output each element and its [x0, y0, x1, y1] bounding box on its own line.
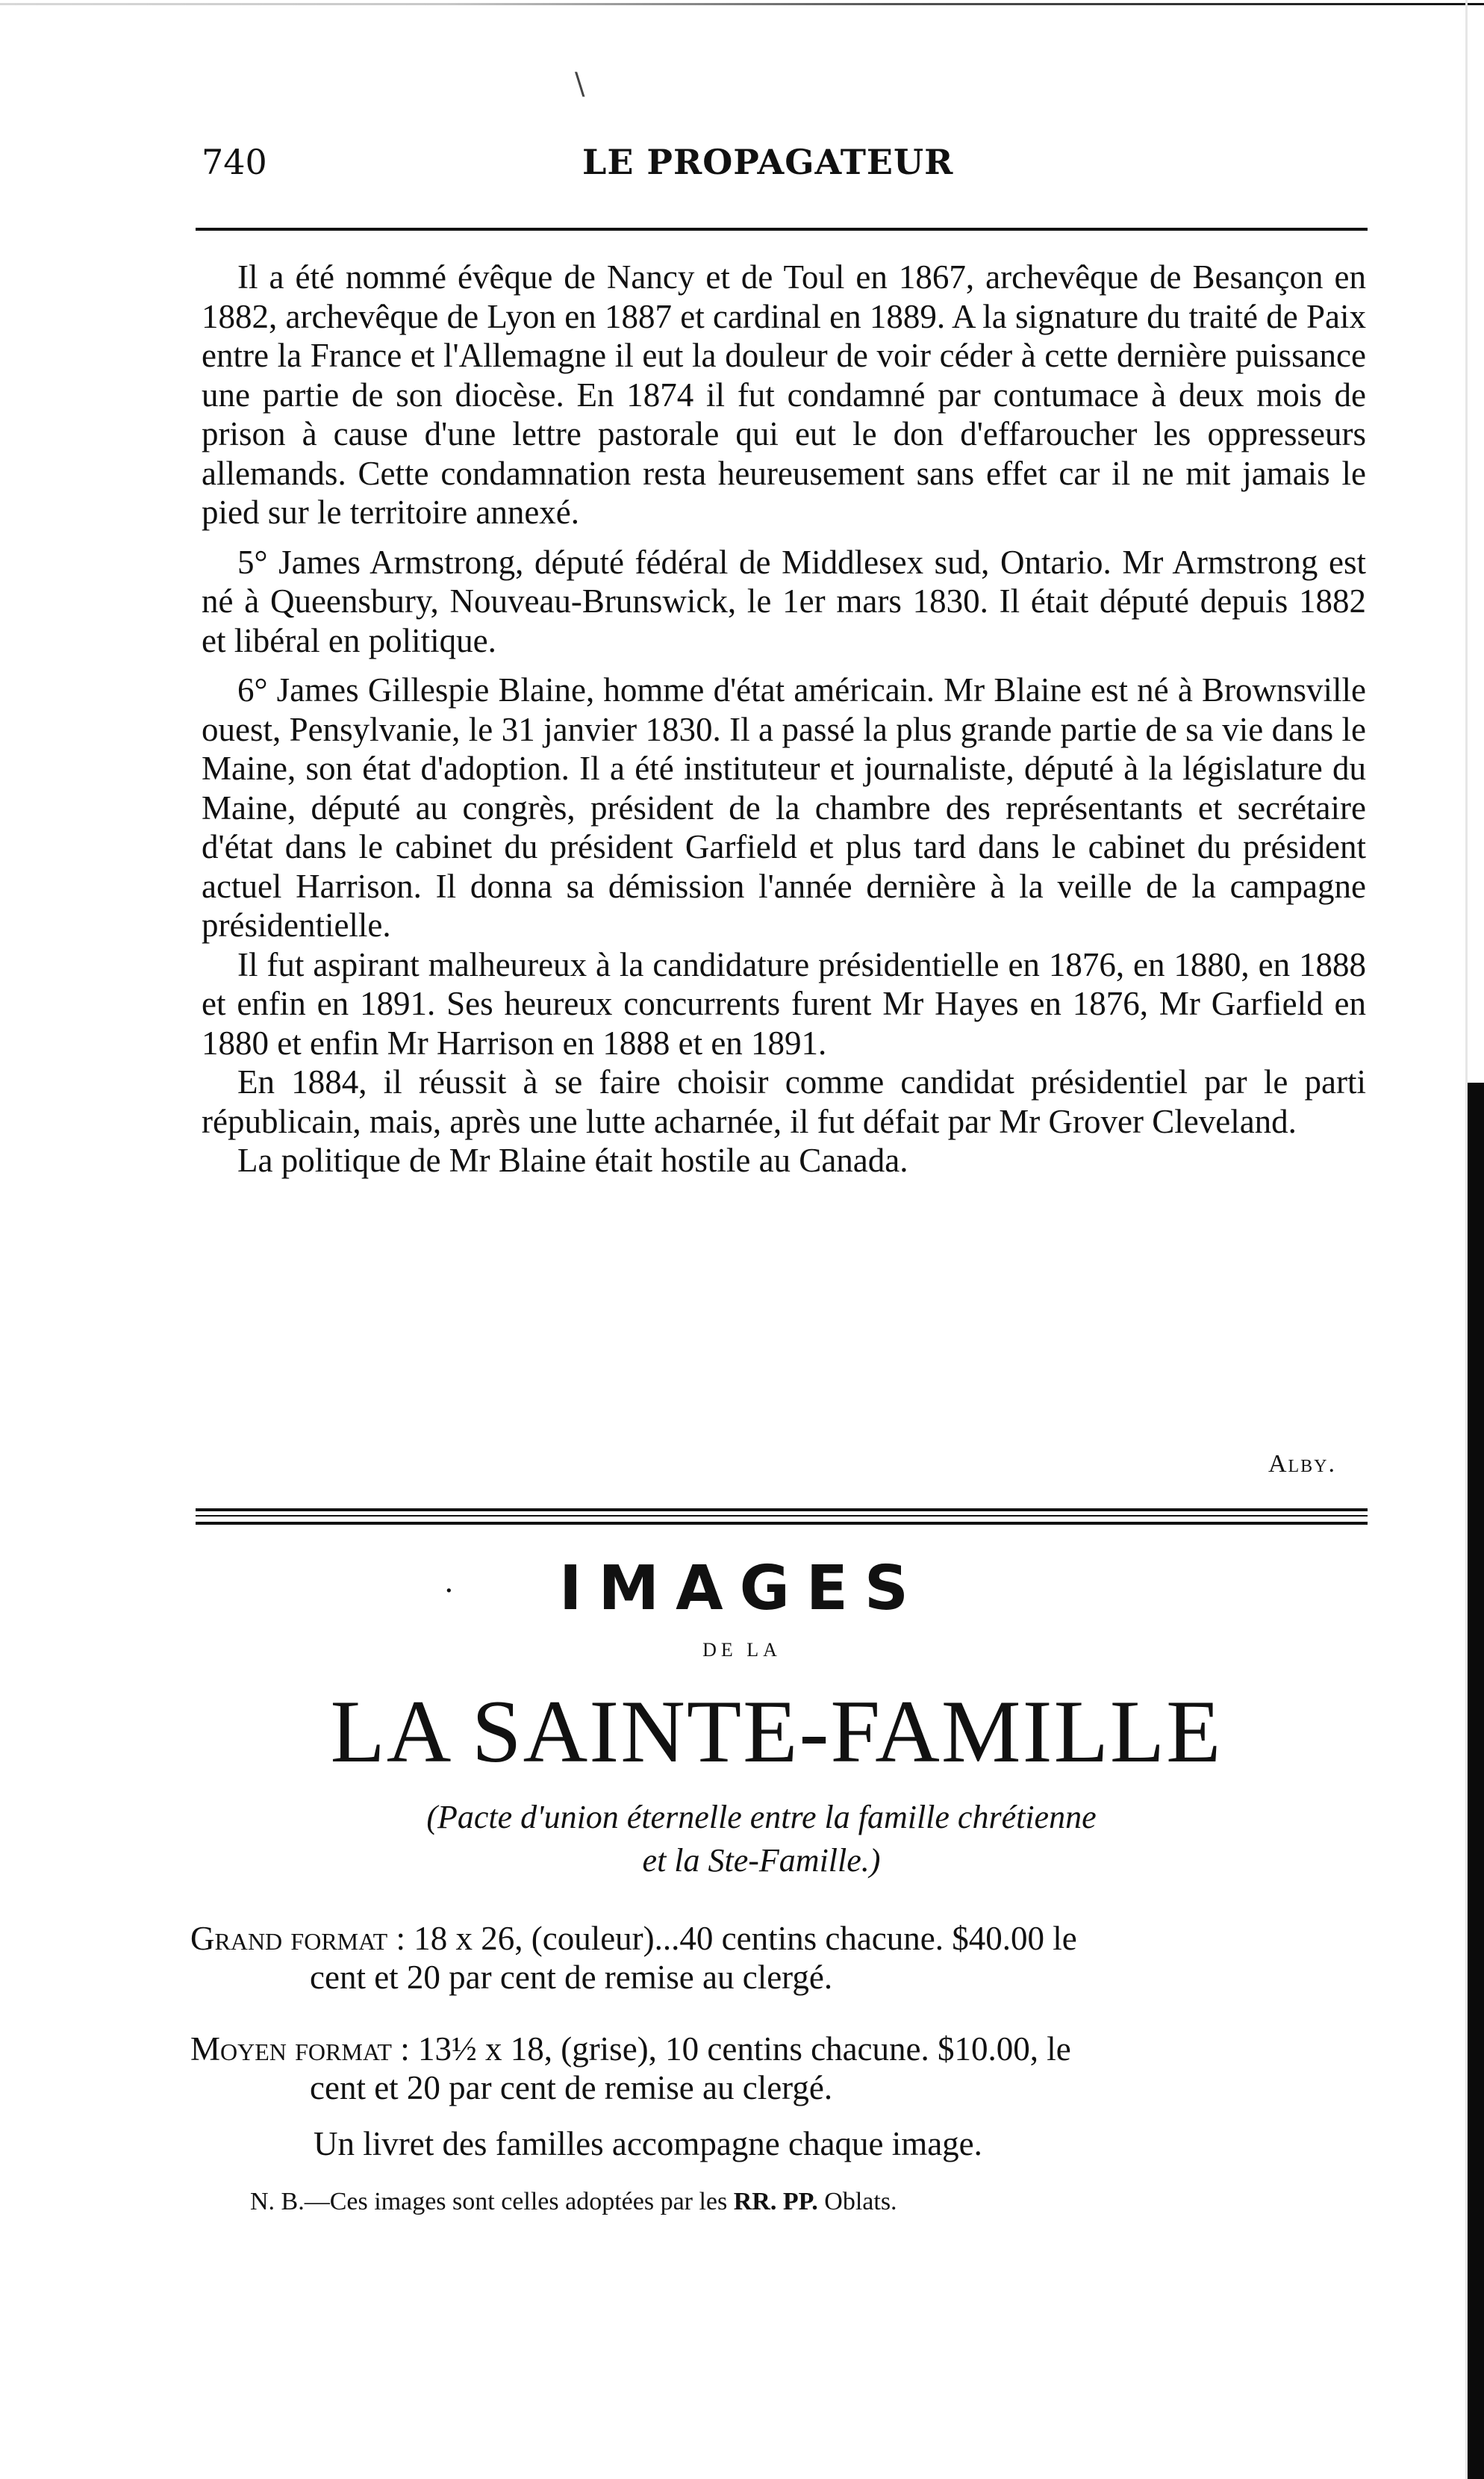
ad-subtitle-line: et la Ste-Famille.) [642, 1842, 881, 1879]
article-paragraph: La politique de Mr Blaine était hostile au Canada. [237, 1142, 908, 1179]
article-body [202, 258, 1366, 1181]
ad-heading: IMAGES [559, 1553, 925, 1624]
article-paragraph: 5° James Armstrong, député fédéral de Middlesex sud, Ontario. Mr Armstrong est né à Queensbury, Nouveau-Brunswick, le 1er mars 1830. Il était député depuis 1882 et libéral en politique. [202, 543, 1366, 659]
nb-end: Oblats. [817, 2188, 897, 2215]
nb-bold: RR. PP. [733, 2188, 818, 2215]
ad-livret-note: Un livret des familles accompagne chaque image. [314, 2125, 982, 2162]
running-title: LE PROPAGATEUR [582, 142, 954, 182]
nb-label: N. B. [250, 2188, 305, 2215]
ad-nota-bene [250, 2188, 1370, 2216]
author-signature: Alby. [1268, 1450, 1336, 1478]
article-paragraph: 6° James Gillespie Blaine, homme d'état américain. Mr Blaine est né à Brownsville ouest, Pensylvanie, le 31 janvier 1830. Il a passé la plus grande partie de sa vie dans le Maine, son état d'adoption. Il a été instituteur et journaliste, député à la législature du Maine, député au congrès, président de la chambre des représentants et secrétaire d'état dans le cabinet du président Garfield et plus tard dans le cabinet du président actuel Harrison. Il donna sa démission l'année dernière à la veille de la campagne présidentielle. [202, 671, 1366, 944]
moyen-format-offer [190, 2029, 1377, 2107]
page-number: 740 [202, 142, 267, 182]
ad-title: LA SAINTE-FAMILLE [330, 1682, 1223, 1781]
article-paragraph: Il fut aspirant malheureux à la candidature présidentielle en 1876, en 1880, en 1888 et enfin en 1891. Ses heureux concurrents furent Mr Hayes en 1876, Mr Garfield en 1880 et enfin Mr Harrison en 1888 et en 1891. [202, 945, 1366, 1062]
article-paragraph: En 1884, il réussit à se faire choisir comme candidat présidentiel par le parti républicain, mais, après une lutte acharnée, il fut défait par Mr Grover Cleveland. [202, 1063, 1366, 1140]
section-divider-middle [196, 1515, 1368, 1517]
section-divider [196, 1508, 1368, 1525]
scan-artifact-right-edge [1468, 1083, 1484, 2479]
page-header [202, 142, 1366, 194]
moyen-format-continuation: cent et 20 par cent de remise au clergé. [310, 2069, 833, 2106]
ad-subtitle [314, 1796, 1209, 1882]
ad-subtitle-line: (Pacte d'union éternelle entre la famille chrétienne [426, 1799, 1097, 1835]
grand-format-label: Grand format [190, 1920, 388, 1957]
header-rule [196, 228, 1368, 231]
scan-artifact-top-line [0, 3, 1484, 5]
scan-artifact-mark: \ [575, 67, 585, 102]
nb-text: —Ces images sont celles adoptées par les [304, 2188, 734, 2215]
grand-format-continuation: cent et 20 par cent de remise au clergé. [310, 1959, 833, 1996]
moyen-format-text: : 13½ x 18, (grise), 10 centins chacune. $10.00, le [391, 2030, 1071, 2068]
moyen-format-label: Moyen format [190, 2030, 392, 2068]
decorative-dot: · [444, 1574, 454, 1608]
grand-format-text: : 18 x 26, (couleur)...40 centins chacune. $40.00 le [387, 1920, 1077, 1957]
article-paragraph: Il a été nommé évêque de Nancy et de Toul en 1867, archevêque de Besançon en 1882, archevêque de Lyon en 1887 et cardinal en 1889. A la signature du traité de Paix entre la France et l'Allemagne il eut la douleur de voir céder à cette dernière puissance une partie de son diocèse. En 1874 il fut condamné par contumace à deux mois de prison à cause d'une lettre pastorale qui eut le don d'effaroucher les oppresseurs allemands. Cette condamnation resta heureusement sans effet car il ne mit jamais le pied sur le territoire annexé. [202, 258, 1366, 531]
ad-de-la: DE LA [702, 1639, 782, 1661]
grand-format-offer [190, 1919, 1377, 1997]
